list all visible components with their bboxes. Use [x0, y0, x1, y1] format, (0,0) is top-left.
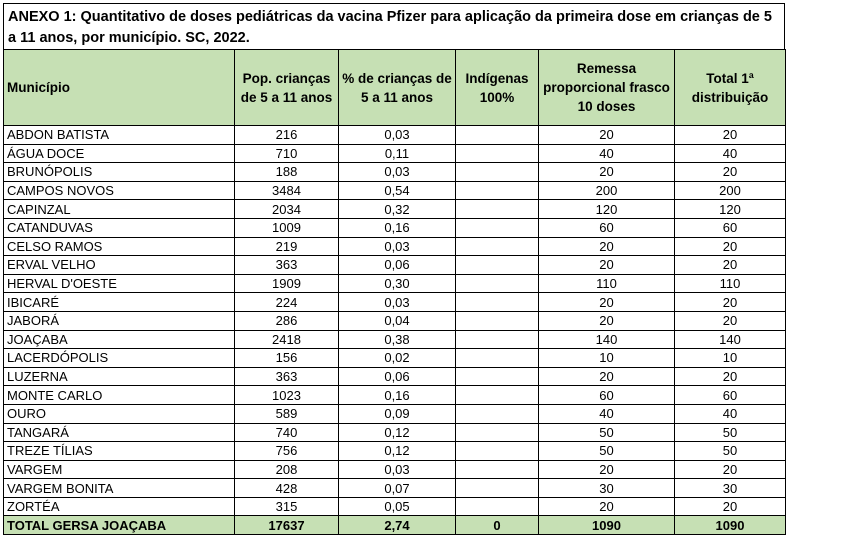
- cell-municipio: ZORTÉA: [4, 497, 235, 516]
- cell-total: 20: [675, 497, 786, 516]
- cell-pct: 0,16: [339, 386, 456, 405]
- cell-municipio: JOAÇABA: [4, 330, 235, 349]
- cell-pct: 0,09: [339, 404, 456, 423]
- table-row: [4, 218, 786, 237]
- cell-pop: 710: [235, 144, 339, 163]
- table-row: [4, 144, 786, 163]
- cell-pop: 2034: [235, 200, 339, 219]
- cell-remessa: 120: [539, 200, 675, 219]
- cell-remessa: 50: [539, 423, 675, 442]
- cell-indigenas: [456, 442, 539, 461]
- total-cell-remessa: 1090: [539, 516, 675, 535]
- header-total: Total 1ª distribuição: [675, 50, 786, 126]
- cell-indigenas: [456, 330, 539, 349]
- cell-pop: 188: [235, 163, 339, 182]
- cell-pop: 216: [235, 126, 339, 145]
- cell-total: 40: [675, 404, 786, 423]
- cell-municipio: MONTE CARLO: [4, 386, 235, 405]
- cell-remessa: 20: [539, 163, 675, 182]
- cell-total: 60: [675, 218, 786, 237]
- cell-indigenas: [456, 423, 539, 442]
- cell-remessa: 200: [539, 181, 675, 200]
- table-title: ANEXO 1: Quantitativo de doses pediátricas da vacina Pfizer para aplicação da primeira dose em crianças de 5 a 11 anos, por município. SC, 2022.: [3, 3, 785, 49]
- cell-pop: 286: [235, 311, 339, 330]
- table-row: [4, 256, 786, 275]
- cell-pop: 156: [235, 349, 339, 368]
- total-cell-total: 1090: [675, 516, 786, 535]
- cell-total: 20: [675, 163, 786, 182]
- cell-indigenas: [456, 404, 539, 423]
- cell-municipio: TREZE TÍLIAS: [4, 442, 235, 461]
- cell-pct: 0,16: [339, 218, 456, 237]
- cell-pop: 1023: [235, 386, 339, 405]
- header-pop: Pop. crianças de 5 a 11 anos: [235, 50, 339, 126]
- cell-remessa: 20: [539, 497, 675, 516]
- table-row: [4, 126, 786, 145]
- cell-indigenas: [456, 237, 539, 256]
- table-row: [4, 163, 786, 182]
- cell-municipio: TANGARÁ: [4, 423, 235, 442]
- cell-pop: 224: [235, 293, 339, 312]
- table-row: [4, 367, 786, 386]
- cell-pct: 0,02: [339, 349, 456, 368]
- cell-remessa: 110: [539, 274, 675, 293]
- cell-municipio: CATANDUVAS: [4, 218, 235, 237]
- table-row: [4, 460, 786, 479]
- cell-pop: 363: [235, 256, 339, 275]
- cell-municipio: CAMPOS NOVOS: [4, 181, 235, 200]
- table-row: [4, 311, 786, 330]
- cell-indigenas: [456, 163, 539, 182]
- cell-indigenas: [456, 367, 539, 386]
- cell-total: 120: [675, 200, 786, 219]
- cell-total: 110: [675, 274, 786, 293]
- cell-pct: 0,32: [339, 200, 456, 219]
- header-indigenas: Indígenas 100%: [456, 50, 539, 126]
- cell-municipio: OURO: [4, 404, 235, 423]
- cell-remessa: 20: [539, 293, 675, 312]
- cell-pct: 0,05: [339, 497, 456, 516]
- table-row: [4, 330, 786, 349]
- table-row: [4, 293, 786, 312]
- cell-total: 20: [675, 293, 786, 312]
- cell-municipio: VARGEM: [4, 460, 235, 479]
- cell-remessa: 10: [539, 349, 675, 368]
- cell-pop: 1909: [235, 274, 339, 293]
- cell-indigenas: [456, 497, 539, 516]
- cell-indigenas: [456, 349, 539, 368]
- header-remessa: Remessa proporcional frasco 10 doses: [539, 50, 675, 126]
- cell-pct: 0,12: [339, 442, 456, 461]
- cell-municipio: CAPINZAL: [4, 200, 235, 219]
- table-row: [4, 423, 786, 442]
- cell-pop: 2418: [235, 330, 339, 349]
- cell-pct: 0,07: [339, 479, 456, 498]
- cell-pop: 428: [235, 479, 339, 498]
- cell-remessa: 20: [539, 367, 675, 386]
- cell-remessa: 40: [539, 404, 675, 423]
- cell-remessa: 20: [539, 126, 675, 145]
- cell-indigenas: [456, 274, 539, 293]
- cell-indigenas: [456, 256, 539, 275]
- cell-municipio: HERVAL D'OESTE: [4, 274, 235, 293]
- cell-municipio: JABORÁ: [4, 311, 235, 330]
- cell-pct: 0,03: [339, 237, 456, 256]
- cell-indigenas: [456, 144, 539, 163]
- table-row: [4, 200, 786, 219]
- cell-pop: 208: [235, 460, 339, 479]
- cell-municipio: ÁGUA DOCE: [4, 144, 235, 163]
- table-row: [4, 497, 786, 516]
- cell-total: 50: [675, 423, 786, 442]
- cell-indigenas: [456, 293, 539, 312]
- table-row: [4, 349, 786, 368]
- table-row: [4, 181, 786, 200]
- cell-remessa: 60: [539, 386, 675, 405]
- table-row: [4, 274, 786, 293]
- cell-total: 200: [675, 181, 786, 200]
- cell-municipio: LACERDÓPOLIS: [4, 349, 235, 368]
- cell-municipio: LUZERNA: [4, 367, 235, 386]
- cell-remessa: 20: [539, 460, 675, 479]
- table-row: [4, 442, 786, 461]
- cell-remessa: 140: [539, 330, 675, 349]
- cell-indigenas: [456, 460, 539, 479]
- cell-total: 50: [675, 442, 786, 461]
- cell-pop: 1009: [235, 218, 339, 237]
- cell-total: 20: [675, 126, 786, 145]
- cell-pct: 0,03: [339, 126, 456, 145]
- cell-indigenas: [456, 126, 539, 145]
- cell-indigenas: [456, 218, 539, 237]
- cell-municipio: BRUNÓPOLIS: [4, 163, 235, 182]
- cell-pct: 0,11: [339, 144, 456, 163]
- total-cell-indigenas: 0: [456, 516, 539, 535]
- table-row: [4, 386, 786, 405]
- cell-pct: 0,30: [339, 274, 456, 293]
- cell-pop: 219: [235, 237, 339, 256]
- table-row: [4, 237, 786, 256]
- cell-indigenas: [456, 200, 539, 219]
- header-municipio: Município: [4, 50, 235, 126]
- cell-pct: 0,04: [339, 311, 456, 330]
- cell-remessa: 20: [539, 311, 675, 330]
- cell-pct: 0,54: [339, 181, 456, 200]
- table-row: [4, 479, 786, 498]
- cell-municipio: VARGEM BONITA: [4, 479, 235, 498]
- cell-total: 20: [675, 237, 786, 256]
- cell-total: 140: [675, 330, 786, 349]
- cell-total: 40: [675, 144, 786, 163]
- header-pct: % de crianças de 5 a 11 anos: [339, 50, 456, 126]
- cell-total: 20: [675, 460, 786, 479]
- table-body: [4, 126, 786, 535]
- cell-pct: 0,38: [339, 330, 456, 349]
- cell-pop: 315: [235, 497, 339, 516]
- cell-total: 10: [675, 349, 786, 368]
- cell-remessa: 20: [539, 237, 675, 256]
- cell-indigenas: [456, 479, 539, 498]
- cell-remessa: 60: [539, 218, 675, 237]
- cell-indigenas: [456, 386, 539, 405]
- header-row: [4, 50, 786, 126]
- total-row: [4, 516, 786, 535]
- cell-pct: 0,03: [339, 293, 456, 312]
- table-row: [4, 404, 786, 423]
- cell-municipio: ERVAL VELHO: [4, 256, 235, 275]
- cell-total: 20: [675, 311, 786, 330]
- cell-pct: 0,06: [339, 256, 456, 275]
- cell-total: 20: [675, 367, 786, 386]
- cell-pop: 589: [235, 404, 339, 423]
- cell-total: 30: [675, 479, 786, 498]
- cell-pct: 0,03: [339, 163, 456, 182]
- cell-pct: 0,06: [339, 367, 456, 386]
- cell-pop: 756: [235, 442, 339, 461]
- cell-remessa: 50: [539, 442, 675, 461]
- cell-indigenas: [456, 181, 539, 200]
- cell-indigenas: [456, 311, 539, 330]
- cell-remessa: 40: [539, 144, 675, 163]
- cell-remessa: 20: [539, 256, 675, 275]
- cell-municipio: CELSO RAMOS: [4, 237, 235, 256]
- cell-total: 20: [675, 256, 786, 275]
- cell-pop: 3484: [235, 181, 339, 200]
- cell-remessa: 30: [539, 479, 675, 498]
- total-cell-municipio: TOTAL GERSA JOAÇABA: [4, 516, 235, 535]
- cell-pop: 363: [235, 367, 339, 386]
- cell-pct: 0,12: [339, 423, 456, 442]
- cell-municipio: IBICARÉ: [4, 293, 235, 312]
- document-sheet: [3, 3, 785, 535]
- cell-total: 60: [675, 386, 786, 405]
- total-cell-pop: 17637: [235, 516, 339, 535]
- cell-municipio: ABDON BATISTA: [4, 126, 235, 145]
- vaccine-distribution-table: [3, 49, 786, 535]
- cell-pop: 740: [235, 423, 339, 442]
- cell-pct: 0,03: [339, 460, 456, 479]
- total-cell-pct: 2,74: [339, 516, 456, 535]
